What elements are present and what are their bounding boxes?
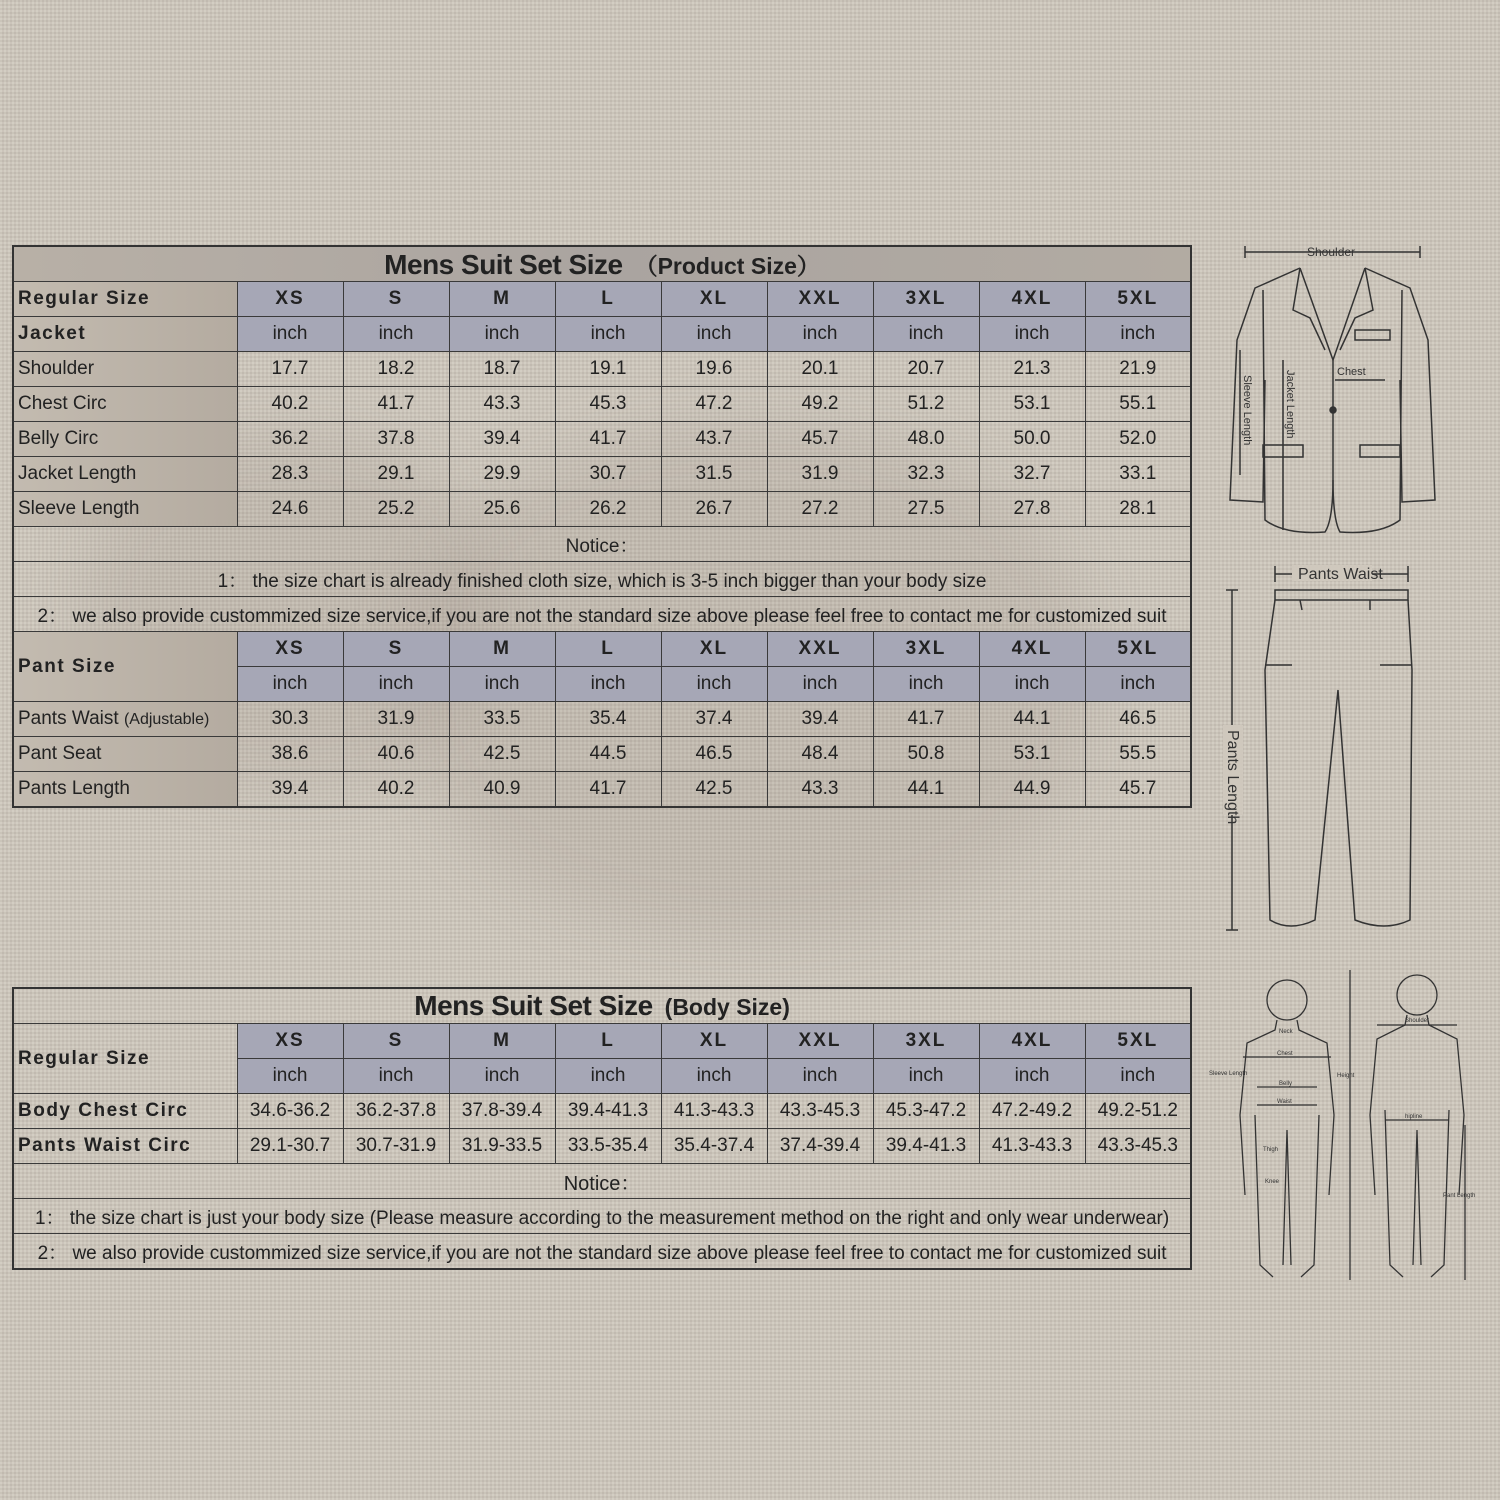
value-cell: 46.5	[1085, 702, 1191, 737]
chest-label: Chest	[1337, 366, 1366, 378]
unit-cell: inch	[343, 317, 449, 352]
value-cell: 45.7	[1085, 772, 1191, 808]
size-header: L	[555, 282, 661, 317]
value-cell: 37.4-39.4	[767, 1129, 873, 1164]
jacket-diagram	[1215, 240, 1455, 540]
value-cell: 20.7	[873, 352, 979, 387]
value-cell: 41.7	[555, 422, 661, 457]
value-cell: 51.2	[873, 387, 979, 422]
product-table-title-row	[13, 246, 1191, 282]
value-cell: 33.1	[1085, 457, 1191, 492]
value-cell: 48.0	[873, 422, 979, 457]
table-row	[13, 1129, 1191, 1164]
value-cell: 35.4-37.4	[661, 1129, 767, 1164]
notice-label: Notice：	[13, 1164, 1191, 1199]
product-table-title: Mens Suit Set Size	[384, 248, 623, 280]
unit-cell: inch	[449, 317, 555, 352]
size-header: XL	[661, 632, 767, 667]
value-cell: 21.3	[979, 352, 1085, 387]
table-row	[13, 702, 1191, 737]
size-header: M	[449, 1024, 555, 1059]
height-label: Height	[1337, 1073, 1355, 1079]
size-header: M	[449, 632, 555, 667]
body-measurement-rows	[13, 1094, 1191, 1164]
product-size-header-row	[13, 282, 1191, 317]
row-label: Pants Length	[13, 772, 237, 808]
neck-label: Neck	[1279, 1029, 1293, 1035]
value-cell: 49.2-51.2	[1085, 1094, 1191, 1129]
body-chest-label: Chest	[1277, 1051, 1293, 1057]
row-label: Shoulder	[13, 352, 237, 387]
value-cell: 44.5	[555, 737, 661, 772]
unit-cell: inch	[1085, 317, 1191, 352]
value-cell: 27.5	[873, 492, 979, 527]
value-cell: 17.7	[237, 352, 343, 387]
value-cell: 39.4	[449, 422, 555, 457]
body-note-row	[13, 1199, 1191, 1234]
value-cell: 38.6	[237, 737, 343, 772]
value-cell: 42.5	[449, 737, 555, 772]
body-shoulder-label: Shoulder	[1405, 1018, 1430, 1024]
unit-cell: inch	[449, 1059, 555, 1094]
value-cell: 26.7	[661, 492, 767, 527]
unit-cell: inch	[873, 667, 979, 702]
pant-size-label: Pant Size	[13, 632, 237, 702]
value-cell: 25.2	[343, 492, 449, 527]
value-cell: 42.5	[661, 772, 767, 808]
pant-size-header-row	[13, 632, 1191, 667]
value-cell: 31.9	[343, 702, 449, 737]
size-header: L	[555, 1024, 661, 1059]
value-cell: 45.3	[555, 387, 661, 422]
value-cell: 41.3-43.3	[979, 1129, 1085, 1164]
unit-cell: inch	[449, 667, 555, 702]
value-cell: 41.7	[343, 387, 449, 422]
value-cell: 44.1	[873, 772, 979, 808]
size-header: 5XL	[1085, 632, 1191, 667]
value-cell: 49.2	[767, 387, 873, 422]
size-header: XXL	[767, 632, 873, 667]
value-cell: 50.8	[873, 737, 979, 772]
unit-cell: inch	[237, 1059, 343, 1094]
value-cell: 47.2	[661, 387, 767, 422]
value-cell: 29.1-30.7	[237, 1129, 343, 1164]
value-cell: 50.0	[979, 422, 1085, 457]
notice-label: Notice：	[13, 527, 1191, 562]
size-header: 5XL	[1085, 282, 1191, 317]
value-cell: 30.7-31.9	[343, 1129, 449, 1164]
product-table-subtitle: （Product Size）	[634, 252, 820, 279]
body-size-header-row	[13, 1024, 1191, 1059]
unit-cell: inch	[767, 1059, 873, 1094]
pant-measurement-rows	[13, 702, 1191, 808]
size-header: 4XL	[979, 1024, 1085, 1059]
value-cell: 30.7	[555, 457, 661, 492]
table-row	[13, 737, 1191, 772]
value-cell: 25.6	[449, 492, 555, 527]
table-row	[13, 352, 1191, 387]
value-cell: 46.5	[661, 737, 767, 772]
body-table-title-row	[13, 988, 1191, 1024]
pants-waist-label: Pants Waist	[1298, 566, 1383, 583]
size-header: M	[449, 282, 555, 317]
body-table-subtitle: (Body Size)	[664, 994, 790, 1020]
waist-label: Waist	[1277, 1099, 1292, 1105]
size-header: XXL	[767, 1024, 873, 1059]
row-label: Jacket Length	[13, 457, 237, 492]
value-cell: 39.4	[767, 702, 873, 737]
table-row	[13, 387, 1191, 422]
pants-length-label: Pants Length	[1224, 730, 1241, 825]
value-cell: 24.6	[237, 492, 343, 527]
value-cell: 36.2-37.8	[343, 1094, 449, 1129]
regular-size-label: Regular Size	[13, 282, 237, 317]
value-cell: 33.5-35.4	[555, 1129, 661, 1164]
size-header: 4XL	[979, 282, 1085, 317]
unit-cell: inch	[555, 1059, 661, 1094]
unit-cell: inch	[661, 317, 767, 352]
value-cell: 55.1	[1085, 387, 1191, 422]
product-size-table	[12, 245, 1192, 808]
value-cell: 37.4	[661, 702, 767, 737]
size-header: XS	[237, 1024, 343, 1059]
sleeve-length-label: Sleeve Length	[1241, 375, 1253, 446]
table-row	[13, 422, 1191, 457]
row-label: Sleeve Length	[13, 492, 237, 527]
value-cell: 45.7	[767, 422, 873, 457]
row-label: Belly Circ	[13, 422, 237, 457]
unit-cell: inch	[767, 667, 873, 702]
body-note-row	[13, 1234, 1191, 1270]
product-notice-row	[13, 527, 1191, 562]
value-cell: 19.6	[661, 352, 767, 387]
value-cell: 40.2	[237, 387, 343, 422]
value-cell: 30.3	[237, 702, 343, 737]
value-cell: 45.3-47.2	[873, 1094, 979, 1129]
size-header: XS	[237, 632, 343, 667]
jacket-unit-row	[13, 317, 1191, 352]
value-cell: 31.9	[767, 457, 873, 492]
value-cell: 32.3	[873, 457, 979, 492]
value-cell: 39.4-41.3	[873, 1129, 979, 1164]
size-header: 5XL	[1085, 1024, 1191, 1059]
unit-cell: inch	[237, 667, 343, 702]
value-cell: 41.7	[555, 772, 661, 808]
size-header: 4XL	[979, 632, 1085, 667]
value-cell: 26.2	[555, 492, 661, 527]
unit-cell: inch	[979, 317, 1085, 352]
size-header: S	[343, 282, 449, 317]
unit-cell: inch	[873, 1059, 979, 1094]
value-cell: 28.1	[1085, 492, 1191, 527]
value-cell: 37.8	[343, 422, 449, 457]
value-cell: 18.2	[343, 352, 449, 387]
value-cell: 53.1	[979, 737, 1085, 772]
value-cell: 19.1	[555, 352, 661, 387]
value-cell: 52.0	[1085, 422, 1191, 457]
value-cell: 43.3	[449, 387, 555, 422]
unit-cell: inch	[661, 1059, 767, 1094]
value-cell: 31.9-33.5	[449, 1129, 555, 1164]
value-cell: 33.5	[449, 702, 555, 737]
value-cell: 44.9	[979, 772, 1085, 808]
shoulder-label: Shoulder	[1307, 245, 1356, 259]
notice-text: 1： the size chart is just your body size (Please measure according to the measurement method on the right and only wear underwear)	[13, 1199, 1191, 1234]
value-cell: 31.5	[661, 457, 767, 492]
unit-cell: inch	[873, 317, 979, 352]
body-notice-row	[13, 1164, 1191, 1199]
value-cell: 34.6-36.2	[237, 1094, 343, 1129]
unit-cell: inch	[767, 317, 873, 352]
body-measurement-diagram	[1205, 965, 1495, 1290]
value-cell: 40.6	[343, 737, 449, 772]
value-cell: 29.9	[449, 457, 555, 492]
table-row	[13, 457, 1191, 492]
unit-cell: inch	[661, 667, 767, 702]
row-label: Pant Seat	[13, 737, 237, 772]
size-header: L	[555, 632, 661, 667]
size-header: S	[343, 632, 449, 667]
belly-label: Belly	[1279, 1081, 1293, 1087]
value-cell: 43.3-45.3	[1085, 1129, 1191, 1164]
pant-length-diagram-label: Pant Length	[1443, 1193, 1476, 1199]
body-sleeve-length-label: Sleeve Length	[1209, 1071, 1248, 1077]
unit-cell: inch	[1085, 1059, 1191, 1094]
value-cell: 55.5	[1085, 737, 1191, 772]
row-label: Pants Waist Circ	[13, 1129, 237, 1164]
table-row	[13, 1094, 1191, 1129]
value-cell: 27.2	[767, 492, 873, 527]
unit-cell: inch	[343, 667, 449, 702]
pants-diagram	[1220, 560, 1420, 940]
notice-text: 2： we also provide custommized size service,if you are not the standard size above please feel free to contact me for customized suit	[13, 1234, 1191, 1270]
table-row	[13, 772, 1191, 808]
row-label: Pants Waist (Adjustable)	[13, 702, 237, 737]
size-header: XXL	[767, 282, 873, 317]
value-cell: 40.2	[343, 772, 449, 808]
value-cell: 39.4	[237, 772, 343, 808]
unit-cell: inch	[979, 667, 1085, 702]
size-header: XS	[237, 282, 343, 317]
size-header: 3XL	[873, 1024, 979, 1059]
value-cell: 21.9	[1085, 352, 1191, 387]
size-header: 3XL	[873, 632, 979, 667]
size-header: XL	[661, 1024, 767, 1059]
value-cell: 28.3	[237, 457, 343, 492]
value-cell: 41.3-43.3	[661, 1094, 767, 1129]
product-note-row	[13, 562, 1191, 597]
knee-label: Knee	[1265, 1179, 1280, 1185]
table-row	[13, 492, 1191, 527]
unit-cell: inch	[237, 317, 343, 352]
value-cell: 20.1	[767, 352, 873, 387]
value-cell: 43.7	[661, 422, 767, 457]
value-cell: 18.7	[449, 352, 555, 387]
value-cell: 47.2-49.2	[979, 1094, 1085, 1129]
jacket-length-label: Jacket Length	[1284, 370, 1296, 439]
body-size-table	[12, 987, 1192, 1270]
value-cell: 43.3	[767, 772, 873, 808]
product-note-row	[13, 597, 1191, 632]
value-cell: 40.9	[449, 772, 555, 808]
hipline-label: hipline	[1405, 1114, 1423, 1120]
value-cell: 36.2	[237, 422, 343, 457]
value-cell: 43.3-45.3	[767, 1094, 873, 1129]
size-header: 3XL	[873, 282, 979, 317]
body-table-title: Mens Suit Set Size	[414, 990, 653, 1021]
row-label: Chest Circ	[13, 387, 237, 422]
row-label: Body Chest Circ	[13, 1094, 237, 1129]
value-cell: 29.1	[343, 457, 449, 492]
value-cell: 53.1	[979, 387, 1085, 422]
size-header: XL	[661, 282, 767, 317]
notice-text: 2： we also provide custommized size service,if you are not the standard size above please feel free to contact me for customized suit	[13, 597, 1191, 632]
value-cell: 27.8	[979, 492, 1085, 527]
thigh-label: Thigh	[1263, 1147, 1279, 1153]
value-cell: 37.8-39.4	[449, 1094, 555, 1129]
value-cell: 44.1	[979, 702, 1085, 737]
regular-size-label: Regular Size	[13, 1024, 237, 1094]
unit-cell: inch	[343, 1059, 449, 1094]
value-cell: 32.7	[979, 457, 1085, 492]
unit-cell: inch	[555, 667, 661, 702]
unit-cell: inch	[1085, 667, 1191, 702]
row-label-suffix: (Adjustable)	[123, 711, 210, 728]
jacket-label: Jacket	[13, 317, 237, 352]
notice-text: 1： the size chart is already finished cloth size, which is 3-5 inch bigger than your body size	[13, 562, 1191, 597]
size-header: S	[343, 1024, 449, 1059]
value-cell: 39.4-41.3	[555, 1094, 661, 1129]
value-cell: 41.7	[873, 702, 979, 737]
unit-cell: inch	[555, 317, 661, 352]
value-cell: 48.4	[767, 737, 873, 772]
value-cell: 35.4	[555, 702, 661, 737]
jacket-measurement-rows	[13, 352, 1191, 527]
unit-cell: inch	[979, 1059, 1085, 1094]
